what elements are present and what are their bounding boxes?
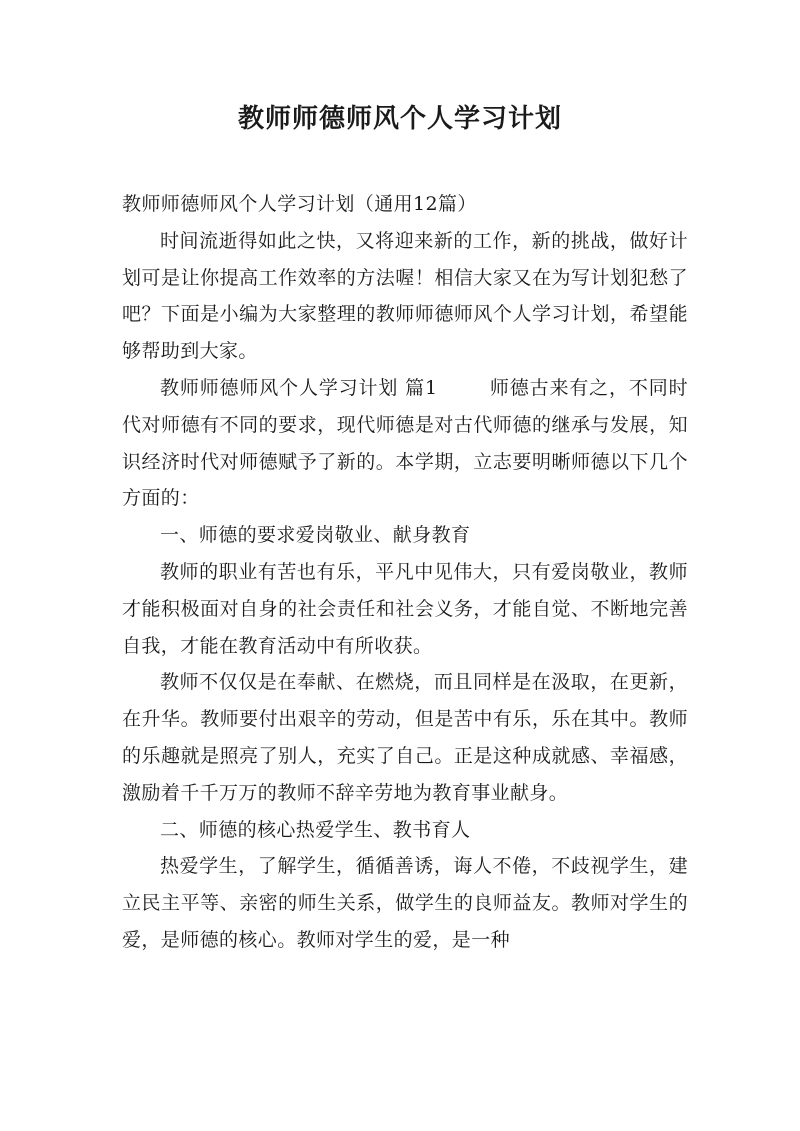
- section1-label: 教师师德师风个人学习计划 篇1: [160, 376, 438, 399]
- section1-text: 师德古来有之，不同时代对师德有不同的要求，现代师德是对古代师德的继承与发展，知识经济时代对师德赋予了新的。本学期，立志要明晰师德以下几个方面的：: [122, 376, 688, 510]
- paragraph-1: 教师的职业有苦也有乐，平凡中见伟大，只有爱岗敬业，教师才能积极面对自身的社会责任和社会义务，才能自觉、不断地完善自我，才能在教育活动中有所收获。: [122, 560, 688, 657]
- paragraph-2: 教师不仅仅是在奉献、在燃烧，而且同样是在汲取，在更新，在升华。教师要付出艰辛的劳动，但是苦中有乐，乐在其中。教师的乐趣就是照亮了别人，充实了自己。正是这种成就感、幸福感，激励着千千万万的教师不辞辛劳地为教育事业献身。: [122, 671, 688, 804]
- document-body: [122, 186, 688, 959]
- intro-paragraph: 时间流逝得如此之快，又将迎来新的工作，新的挑战，做好计划可是让你提高工作效率的方法喔！相信大家又在为写计划犯愁了吧？下面是小编为大家整理的教师师德师风个人学习计划，希望能够帮助到大家。: [122, 229, 688, 363]
- heading-2: 二、师德的核心热爱学生、教书育人: [160, 818, 471, 841]
- document-subtitle: 教师师德师风个人学习计划（通用12篇）: [122, 193, 477, 215]
- section1-paragraph: [122, 370, 688, 517]
- paragraph-3: 热爱学生，了解学生，循循善诱，诲人不倦，不歧视学生，建立民主平等、亲密的师生关系，做学生的良师益友。教师对学生的爱，是师德的核心。教师对学生的爱，是一种: [122, 855, 688, 951]
- heading-1: 一、师德的要求爱岗敬业、献身教育: [160, 524, 471, 547]
- document-title: 教师师德师风个人学习计划: [237, 104, 562, 134]
